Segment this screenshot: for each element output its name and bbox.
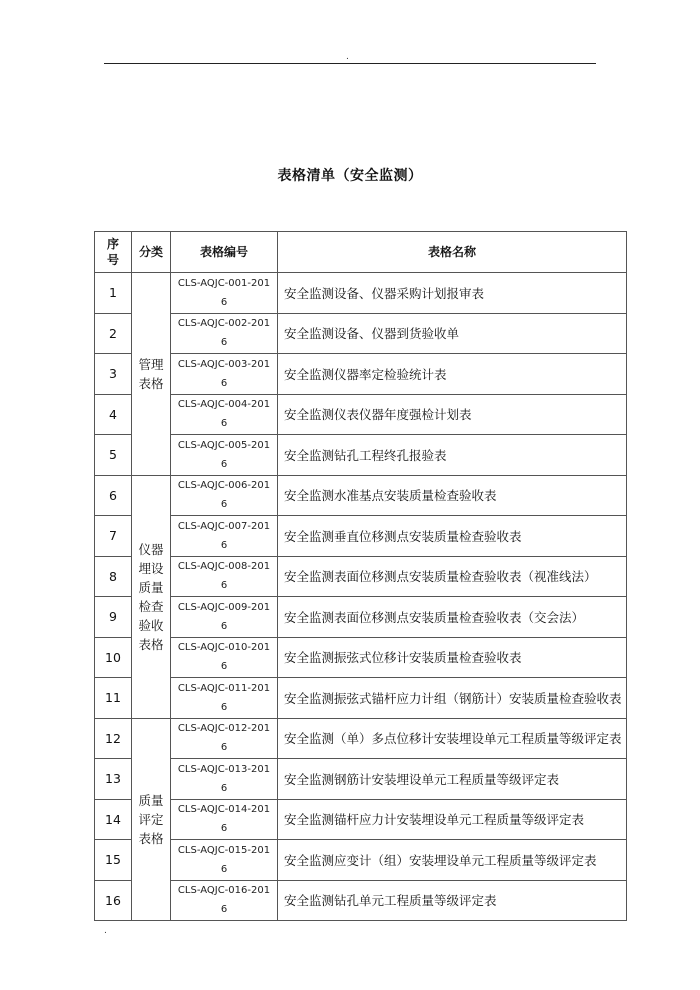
form-name: 安全监测仪器率定检验统计表 xyxy=(278,354,627,395)
form-name: 安全监测表面位移测点安装质量检查验收表（视准线法） xyxy=(278,556,627,597)
header-code: 表格编号 xyxy=(171,232,278,273)
form-code-line-2: 6 xyxy=(220,580,228,592)
row-number: 1 xyxy=(95,273,132,314)
form-code-line-2: 6 xyxy=(220,458,228,470)
category-cell: 管理表格 xyxy=(132,273,171,476)
table-header-row xyxy=(95,232,627,273)
form-name: 安全监测设备、仪器采购计划报审表 xyxy=(278,273,627,314)
form-code-line-2: 6 xyxy=(220,377,228,389)
category-cell: 仪器埋设质量检查验收表格 xyxy=(132,475,171,718)
table-row xyxy=(95,313,627,354)
row-number: 13 xyxy=(95,759,132,800)
form-name: 安全监测钢筋计安装埋设单元工程质量等级评定表 xyxy=(278,759,627,800)
form-code xyxy=(171,273,278,314)
table-row xyxy=(95,475,627,516)
form-code-line-1: CLS-AQJC-007-201 xyxy=(177,520,271,532)
table-row xyxy=(95,759,627,800)
form-code-line-2: 6 xyxy=(220,418,228,430)
row-number: 8 xyxy=(95,556,132,597)
form-code-line-1: CLS-AQJC-008-201 xyxy=(177,561,271,573)
form-code-line-1: CLS-AQJC-001-201 xyxy=(177,277,271,289)
row-number: 12 xyxy=(95,718,132,759)
form-code xyxy=(171,516,278,557)
form-code xyxy=(171,718,278,759)
table-row xyxy=(95,637,627,678)
form-code-line-1: CLS-AQJC-012-201 xyxy=(177,723,271,735)
table-row xyxy=(95,880,627,921)
form-code-line-2: 6 xyxy=(220,337,228,349)
form-code-line-1: CLS-AQJC-003-201 xyxy=(177,358,271,370)
form-code xyxy=(171,880,278,921)
form-code-line-1: CLS-AQJC-010-201 xyxy=(177,642,271,654)
form-code-line-1: CLS-AQJC-015-201 xyxy=(177,844,271,856)
form-code-line-2: 6 xyxy=(220,782,228,794)
row-number: 2 xyxy=(95,313,132,354)
form-code xyxy=(171,759,278,800)
form-code-line-1: CLS-AQJC-014-201 xyxy=(177,804,271,816)
row-number: 6 xyxy=(95,475,132,516)
form-code-line-2: 6 xyxy=(220,620,228,632)
form-code-line-1: CLS-AQJC-016-201 xyxy=(177,885,271,897)
form-code-line-1: CLS-AQJC-009-201 xyxy=(177,601,271,613)
form-code xyxy=(171,678,278,719)
header-rule xyxy=(104,63,596,64)
row-number: 4 xyxy=(95,394,132,435)
form-name: 安全监测振弦式锚杆应力计组（钢筋计）安装质量检查验收表 xyxy=(278,678,627,719)
row-number: 7 xyxy=(95,516,132,557)
form-name: 安全监测水准基点安装质量检查验收表 xyxy=(278,475,627,516)
form-name: 安全监测钻孔工程终孔报验表 xyxy=(278,435,627,476)
form-name: 安全监测振弦式位移计安装质量检查验收表 xyxy=(278,637,627,678)
table-row xyxy=(95,597,627,638)
form-name: 安全监测仪表仪器年度强检计划表 xyxy=(278,394,627,435)
row-number: 10 xyxy=(95,637,132,678)
form-code xyxy=(171,313,278,354)
form-code-line-2: 6 xyxy=(220,296,228,308)
form-code-line-2: 6 xyxy=(220,539,228,551)
table-row xyxy=(95,435,627,476)
form-code xyxy=(171,435,278,476)
form-code xyxy=(171,556,278,597)
form-list-table xyxy=(94,231,627,921)
header-num: 序号 xyxy=(95,232,132,273)
header-name: 表格名称 xyxy=(278,232,627,273)
form-code-line-1: CLS-AQJC-006-201 xyxy=(177,480,271,492)
row-number: 16 xyxy=(95,880,132,921)
row-number: 9 xyxy=(95,597,132,638)
row-number: 15 xyxy=(95,840,132,881)
form-code-line-2: 6 xyxy=(220,742,228,754)
form-code-line-2: 6 xyxy=(220,701,228,713)
form-name: 安全监测钻孔单元工程质量等级评定表 xyxy=(278,880,627,921)
form-name: 安全监测锚杆应力计安装埋设单元工程质量等级评定表 xyxy=(278,799,627,840)
form-code xyxy=(171,597,278,638)
form-code xyxy=(171,354,278,395)
table-row xyxy=(95,840,627,881)
form-name: 安全监测垂直位移测点安装质量检查验收表 xyxy=(278,516,627,557)
form-code xyxy=(171,475,278,516)
form-code-line-2: 6 xyxy=(220,661,228,673)
form-code xyxy=(171,394,278,435)
table-row xyxy=(95,556,627,597)
form-code-line-1: CLS-AQJC-013-201 xyxy=(177,763,271,775)
table-row xyxy=(95,394,627,435)
row-number: 14 xyxy=(95,799,132,840)
form-name: 安全监测应变计（组）安装埋设单元工程质量等级评定表 xyxy=(278,840,627,881)
table-row xyxy=(95,678,627,719)
form-code-line-1: CLS-AQJC-004-201 xyxy=(177,399,271,411)
form-code xyxy=(171,637,278,678)
form-code xyxy=(171,799,278,840)
table-row xyxy=(95,799,627,840)
form-code-line-2: 6 xyxy=(220,499,228,511)
table-row xyxy=(95,516,627,557)
form-code-line-1: CLS-AQJC-005-201 xyxy=(177,439,271,451)
table-row xyxy=(95,354,627,395)
row-number: 3 xyxy=(95,354,132,395)
row-number: 5 xyxy=(95,435,132,476)
page-title: 表格清单（安全监测） xyxy=(277,168,423,184)
form-code-line-1: CLS-AQJC-002-201 xyxy=(177,318,271,330)
footer-mark: . xyxy=(104,926,107,936)
form-code-line-2: 6 xyxy=(220,823,228,835)
form-code-line-2: 6 xyxy=(220,904,228,916)
header-category: 分类 xyxy=(132,232,171,273)
category-cell: 质量评定表格 xyxy=(132,718,171,921)
table-row xyxy=(95,273,627,314)
form-code-line-1: CLS-AQJC-011-201 xyxy=(177,682,271,694)
form-name: 安全监测表面位移测点安装质量检查验收表（交会法） xyxy=(278,597,627,638)
form-code-line-2: 6 xyxy=(220,863,228,875)
row-number: 11 xyxy=(95,678,132,719)
form-name: 安全监测（单）多点位移计安装埋设单元工程质量等级评定表 xyxy=(278,718,627,759)
form-name: 安全监测设备、仪器到货验收单 xyxy=(278,313,627,354)
table-row xyxy=(95,718,627,759)
header-mark: . xyxy=(346,52,349,62)
form-code xyxy=(171,840,278,881)
